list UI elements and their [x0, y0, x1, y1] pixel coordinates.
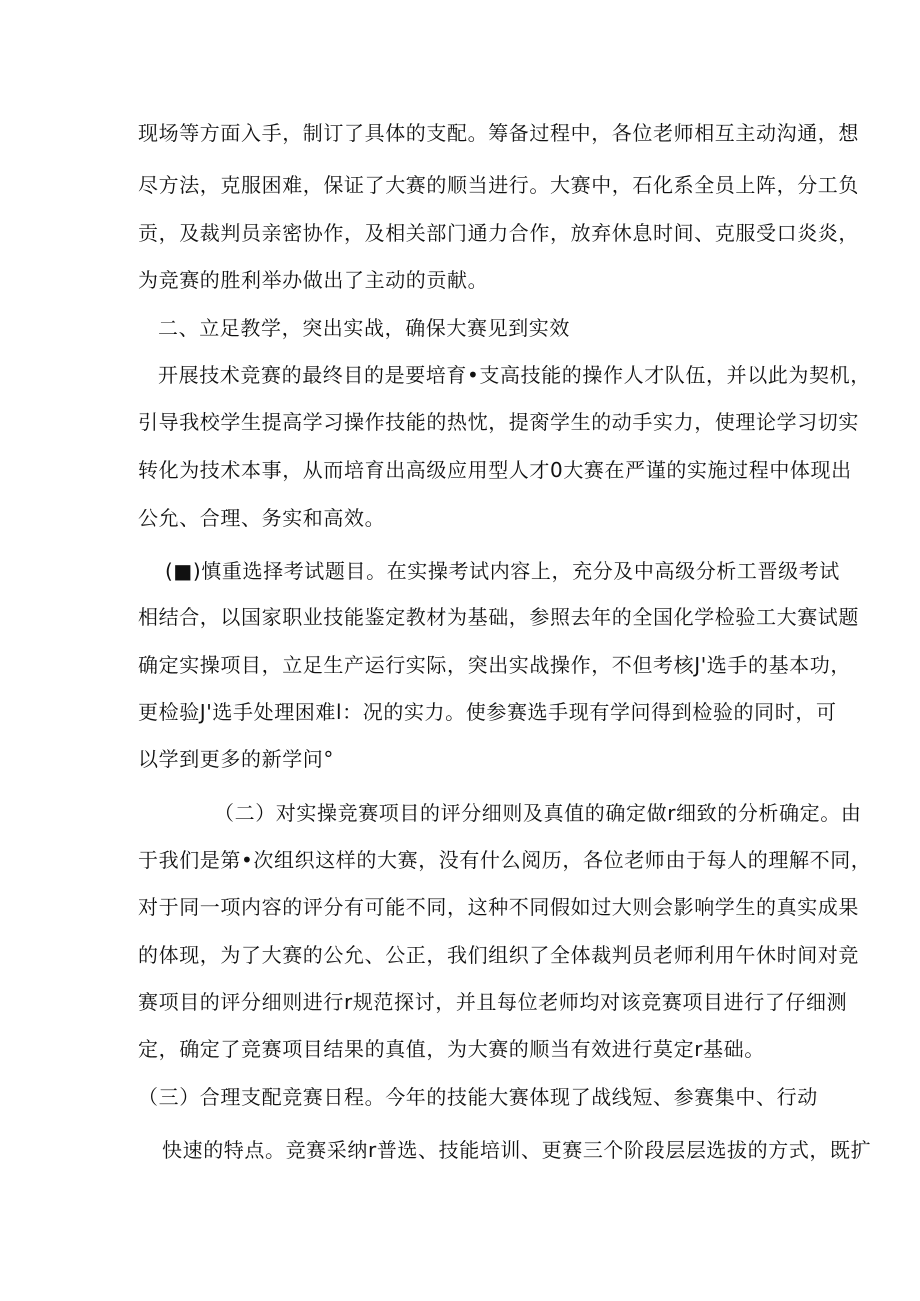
text-line: 尽方法，克服困难，保证了大赛的顺当进行。大赛中，石化系全员上阵，分工负: [138, 173, 859, 197]
text-line: 公允、合理、务实和高效。: [138, 506, 386, 530]
text-line: 贡，及裁判员亲密协作，及相关部门通力合作，放弃休息时间、克服受口炎炎，: [138, 221, 859, 245]
text-line: 相结合，以国家职业技能鉴定教材为基础，参照去年的全国化学检验工大赛试题: [138, 605, 859, 629]
text-line: （三）合理支配竞赛日程。今年的技能大赛体现了战线短、参赛集中、行动: [138, 1085, 818, 1109]
text-line: 定，确定了竞赛项目结果的真值，为大赛的顺当有效进行莫定r基础。: [138, 1037, 765, 1061]
text-line: 于我们是第•次组织这样的大赛，没有什么阅历，各位老师由于每人的理解不同，: [138, 848, 872, 872]
text-line: 对于同一项内容的评分有可能不同，这种不同假如过大则会影响学生的真实成果: [138, 895, 859, 919]
text-line: 为竞赛的胜利举办做出了主动的贡献。: [138, 268, 489, 292]
text-line: 快速的特点。竞赛采纳r普选、技能培训、更赛三个阶段层层选拔的方式，既扩: [162, 1138, 872, 1162]
text-line: (■)慎重选择考试题目。在实操考试内容上，充分及中高级分析工晋级考试: [165, 559, 840, 583]
text-line: （二）对实操竞赛项目的评分细则及真值的确定做r细致的分析确定。由: [214, 801, 862, 825]
text-line: 确定实操项目，立足生产运行实际，突出实战操作，不但考核J'选手的基本功，: [138, 653, 851, 677]
text-line: 现场等方面入手，制订了具体的支配。筹备过程中，各位老师相互主动沟通，想: [138, 121, 859, 145]
text-line: 以学到更多的新学问°: [138, 747, 334, 771]
text-line: 开展技术竞赛的最终目的是要培育•支高技能的操作人才队伍，并以此为契机，: [158, 363, 871, 387]
text-line: 更检验J'选手处理困难l：况的实力。使参赛选手现有学问得到检验的同时，可: [138, 700, 837, 724]
text-line: 转化为技术本事，从而培育出高级应用型人才0大赛在严谨的实施过程中体现出: [138, 458, 852, 482]
text-line: 引导我校学生提高学习操作技能的热忱，提脔学生的动手实力，使理论学习切实: [138, 410, 859, 434]
section-heading: 二、立足教学，突出实战，确保大赛见到实效: [158, 316, 570, 340]
text-line: 的体现，为了大赛的公允、公正，我们组织了全体裁判员老师利用午休时间对竞: [138, 943, 859, 967]
text-line: 赛项目的评分细则进行r规范探讨，并且每位老师均对该竞赛项目进行了仔细测: [138, 990, 848, 1014]
